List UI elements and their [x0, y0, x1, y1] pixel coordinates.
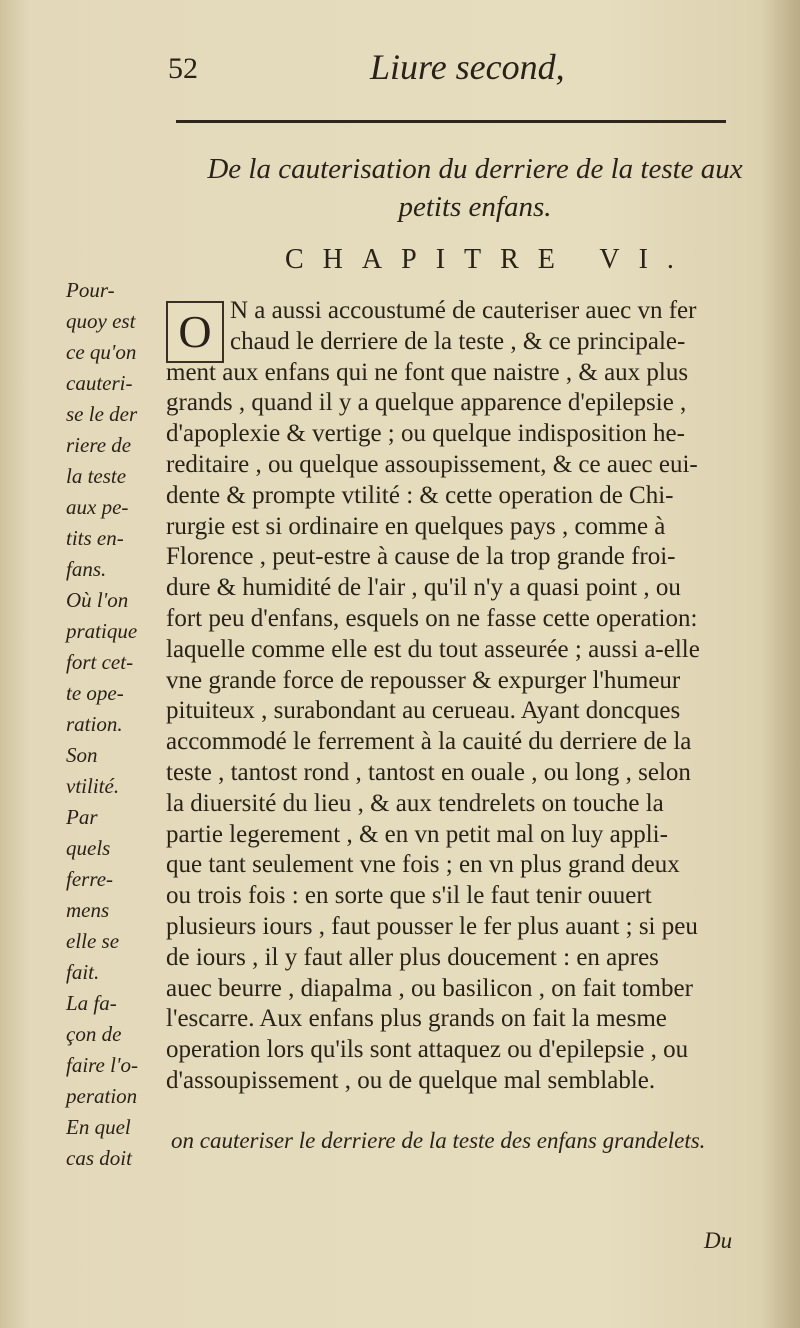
- margin-note-line: faire l'o-: [66, 1053, 138, 1077]
- margin-note-line: Son: [66, 743, 98, 767]
- body-line: de iours , il y faut aller plus doucement : en apres: [166, 943, 659, 971]
- margin-note-line: cas doit: [66, 1146, 132, 1170]
- body-line: ou trois fois : en sorte que s'il le faut tenir ouuert: [166, 882, 652, 910]
- body-line: laquelle comme elle est du tout asseurée ; aussi a-elle: [166, 635, 700, 663]
- margin-note-line: vtilité.: [66, 774, 120, 798]
- body-line: dente & prompte vtilité : & cette operation de Chi-: [166, 481, 674, 509]
- body-line: dure & humidité de l'air , qu'il n'y a quasi point , ou: [166, 574, 681, 602]
- chapter-heading: CHAPITRE VI.: [285, 244, 693, 275]
- margin-note-line: Où l'on: [66, 588, 129, 612]
- margin-notes: [66, 275, 166, 1174]
- margin-note-line: la teste: [66, 464, 127, 488]
- margin-note-line: fait.: [66, 960, 100, 984]
- body-line: partie legerement , & en vn petit mal on luy appli-: [166, 820, 668, 848]
- margin-note-line: fort cet-: [66, 650, 134, 674]
- margin-note-line: quoy est: [66, 309, 136, 333]
- margin-note-line: cauteri-: [66, 371, 133, 395]
- margin-note-line: mens: [66, 898, 110, 922]
- body-line: teste , tantost rond , tantost en ouale , ou long , selon: [166, 758, 691, 786]
- margin-note-line: Par: [66, 805, 98, 829]
- margin-note-line: ferre-: [66, 867, 114, 891]
- margin-continuation-line: on cauteriser le derriere de la teste des enfans grandelets.: [171, 1128, 706, 1153]
- body-line: grands , quand il y a quelque apparence d'epilepsie ,: [166, 389, 687, 417]
- body-line: ment aux enfans qui ne font que naistre , & aux plus: [166, 358, 689, 386]
- body-line: vne grande force de repousser & expurger l'humeur: [166, 666, 681, 694]
- body-line: pituiteux , surabondant au cerueau. Ayant doncques: [166, 697, 681, 725]
- margin-note-line: te ope-: [66, 681, 124, 705]
- catchword: Du: [704, 1228, 733, 1253]
- section-title: De la cauterisation du derriere de la teste aux petits enfans.: [207, 153, 743, 223]
- margin-note-line: En quel: [66, 1115, 131, 1139]
- body-line: d'apoplexie & vertige ; ou quelque indisposition he-: [166, 420, 685, 448]
- body-line: plusieurs iours , faut pousser le fer plus auant ; si peu: [166, 912, 698, 940]
- margin-note-line: peration: [66, 1084, 138, 1108]
- margin-note-line: pratique: [66, 619, 138, 643]
- margin-note-line: fans.: [66, 557, 107, 581]
- margin-note-line: aux pe-: [66, 495, 129, 519]
- body-line: reditaire , ou quelque assoupissement, & ce auec eui-: [166, 450, 698, 478]
- body-line: la diuersité du lieu , & aux tendrelets on touche la: [166, 789, 664, 817]
- margin-note-line: se le der: [66, 402, 138, 426]
- body-line: l'escarre. Aux enfans plus grands on fait la mesme: [166, 1005, 667, 1033]
- body-text: [166, 296, 746, 1097]
- body-line: d'assoupissement , ou de quelque mal semblable.: [166, 1066, 656, 1094]
- body-line: operation lors qu'ils sont attaquez ou d'epilepsie , ou: [166, 1036, 689, 1064]
- body-line: N a aussi accoustumé de cauteriser auec vn fer: [230, 297, 697, 324]
- body-line: Florence , peut-estre à cause de la trop grande froi-: [166, 543, 676, 571]
- header-rule: [176, 120, 726, 123]
- page-number: 52: [168, 52, 198, 85]
- margin-note-line: tits en-: [66, 526, 124, 550]
- running-title: Liure second,: [370, 47, 565, 87]
- body-line: auec beurre , diapalma , ou basilicon , on fait tomber: [166, 974, 693, 1002]
- body-line: fort peu d'enfans, esquels on ne fasse cette operation:: [166, 604, 698, 632]
- margin-note-line: ce qu'on: [66, 340, 137, 364]
- drop-cap-letter: O: [178, 306, 212, 357]
- margin-note-line: riere de: [66, 433, 132, 457]
- body-line: chaud le derriere de la teste , & ce principale-: [230, 327, 686, 355]
- body-line: que tant seulement vne fois ; en vn plus grand deux: [166, 851, 680, 879]
- margin-note-line: La fa-: [66, 991, 117, 1015]
- margin-note-line: elle se: [66, 929, 120, 953]
- body-line: accommodé le ferrement à la cauité du derriere de la: [166, 728, 692, 756]
- margin-note-line: quels: [66, 836, 111, 860]
- body-line: rurgie est si ordinaire en quelques pays , comme à: [166, 512, 666, 540]
- margin-note-line: çon de: [66, 1022, 122, 1046]
- margin-note-line: Pour-: [66, 278, 115, 302]
- margin-note-line: ration.: [66, 712, 123, 736]
